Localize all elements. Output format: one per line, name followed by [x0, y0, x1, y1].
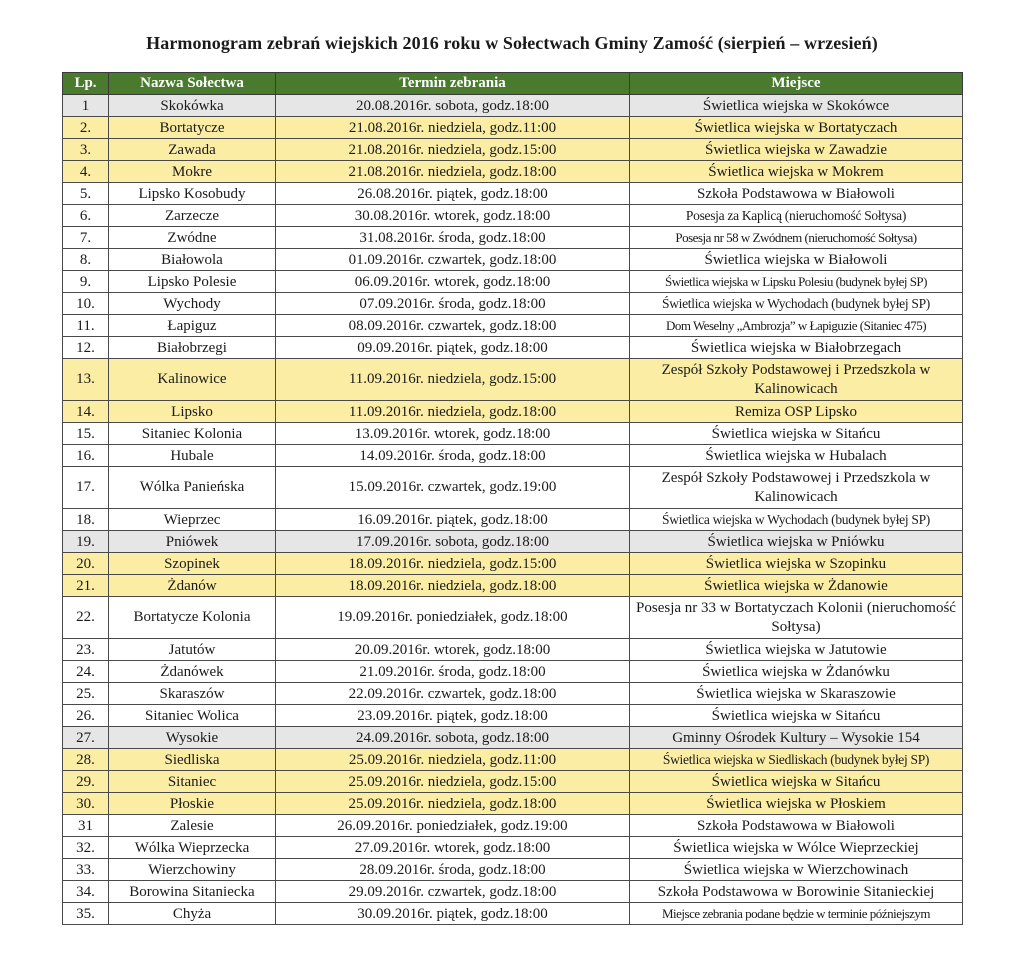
cell-name: Chyża: [109, 903, 276, 925]
cell-name: Pniówek: [109, 531, 276, 553]
document-title: Harmonogram zebrań wiejskich 2016 roku w Sołectwach Gminy Zamość (sierpień – wrzesień): [146, 33, 878, 53]
cell-place: Posesja nr 58 w Zwódnem (nieruchomość Sołtysa): [630, 227, 963, 249]
cell-place: Remiza OSP Lipsko: [630, 401, 963, 423]
cell-name: Wólka Panieńska: [109, 467, 276, 509]
cell-place: Szkoła Podstawowa w Białowoli: [630, 183, 963, 205]
cell-lp: 35.: [63, 903, 109, 925]
table-row: [63, 683, 963, 705]
cell-date: 11.09.2016r. niedziela, godz.15:00: [276, 359, 630, 401]
cell-place: Zespół Szkoły Podstawowej i Przedszkola w Kalinowicach: [630, 467, 963, 509]
cell-place: Posesja nr 33 w Bortatyczach Kolonii (nieruchomość Sołtysa): [630, 597, 963, 639]
table-row: [63, 509, 963, 531]
table-row: [63, 859, 963, 881]
cell-lp: 5.: [63, 183, 109, 205]
table-header: [63, 73, 963, 95]
table-row: [63, 575, 963, 597]
cell-place: Świetlica wiejska w Sitańcu: [630, 705, 963, 727]
cell-date: 26.09.2016r. poniedziałek, godz.19:00: [276, 815, 630, 837]
cell-date: 26.08.2016r. piątek, godz.18:00: [276, 183, 630, 205]
cell-date: 30.09.2016r. piątek, godz.18:00: [276, 903, 630, 925]
cell-name: Sitaniec Wolica: [109, 705, 276, 727]
cell-lp: 17.: [63, 467, 109, 509]
cell-name: Lipsko: [109, 401, 276, 423]
cell-name: Wieprzec: [109, 509, 276, 531]
cell-lp: 9.: [63, 271, 109, 293]
table-row: [63, 881, 963, 903]
cell-date: 20.09.2016r. wtorek, godz.18:00: [276, 639, 630, 661]
cell-name: Kalinowice: [109, 359, 276, 401]
cell-name: Bortatycze: [109, 117, 276, 139]
cell-place: Świetlica wiejska w Pniówku: [630, 531, 963, 553]
cell-name: Hubale: [109, 445, 276, 467]
cell-name: Wychody: [109, 293, 276, 315]
table-row: [63, 467, 963, 509]
cell-date: 30.08.2016r. wtorek, godz.18:00: [276, 205, 630, 227]
cell-lp: 33.: [63, 859, 109, 881]
cell-date: 27.09.2016r. wtorek, godz.18:00: [276, 837, 630, 859]
table-row: [63, 249, 963, 271]
table-row: [63, 793, 963, 815]
table-row: [63, 139, 963, 161]
cell-name: Sitaniec: [109, 771, 276, 793]
cell-name: Szopinek: [109, 553, 276, 575]
table-row: [63, 771, 963, 793]
cell-place: Świetlica wiejska w Wychodach (budynek byłej SP): [630, 293, 963, 315]
schedule-table: [62, 72, 963, 925]
table-row: [63, 815, 963, 837]
cell-lp: 32.: [63, 837, 109, 859]
cell-place: Świetlica wiejska w Białobrzegach: [630, 337, 963, 359]
table-row: [63, 117, 963, 139]
cell-date: 18.09.2016r. niedziela, godz.18:00: [276, 575, 630, 597]
cell-date: 25.09.2016r. niedziela, godz.18:00: [276, 793, 630, 815]
table-row: [63, 903, 963, 925]
cell-place: Świetlica wiejska w Siedliskach (budynek byłej SP): [630, 749, 963, 771]
table-row: [63, 597, 963, 639]
cell-place: Świetlica wiejska w Mokrem: [630, 161, 963, 183]
cell-place: Zespół Szkoły Podstawowej i Przedszkola w Kalinowicach: [630, 359, 963, 401]
cell-lp: 10.: [63, 293, 109, 315]
table-row: [63, 639, 963, 661]
cell-place: Dom Weselny „Ambrozja” w Łapiguzie (Sitaniec 475): [630, 315, 963, 337]
table-row: [63, 553, 963, 575]
cell-lp: 29.: [63, 771, 109, 793]
cell-date: 21.09.2016r. środa, godz.18:00: [276, 661, 630, 683]
cell-date: 13.09.2016r. wtorek, godz.18:00: [276, 423, 630, 445]
cell-place: Świetlica wiejska w Lipsku Polesiu (budynek byłej SP): [630, 271, 963, 293]
cell-place: Świetlica wiejska w Wychodach (budynek byłej SP): [630, 509, 963, 531]
cell-place: Szkoła Podstawowa w Borowinie Sitanieckiej: [630, 881, 963, 903]
cell-lp: 2.: [63, 117, 109, 139]
cell-name: Jatutów: [109, 639, 276, 661]
cell-name: Żdanów: [109, 575, 276, 597]
cell-lp: 7.: [63, 227, 109, 249]
cell-date: 07.09.2016r. środa, godz.18:00: [276, 293, 630, 315]
cell-place: Świetlica wiejska w Jatutowie: [630, 639, 963, 661]
table-row: [63, 293, 963, 315]
cell-date: 21.08.2016r. niedziela, godz.18:00: [276, 161, 630, 183]
cell-lp: 27.: [63, 727, 109, 749]
cell-place: Miejsce zebrania podane będzie w terminie późniejszym: [630, 903, 963, 925]
cell-date: 14.09.2016r. środa, godz.18:00: [276, 445, 630, 467]
cell-lp: 18.: [63, 509, 109, 531]
cell-name: Lipsko Polesie: [109, 271, 276, 293]
cell-lp: 14.: [63, 401, 109, 423]
cell-date: 31.08.2016r. środa, godz.18:00: [276, 227, 630, 249]
table-row: [63, 227, 963, 249]
cell-date: 28.09.2016r. środa, godz.18:00: [276, 859, 630, 881]
cell-lp: 4.: [63, 161, 109, 183]
cell-date: 17.09.2016r. sobota, godz.18:00: [276, 531, 630, 553]
cell-lp: 3.: [63, 139, 109, 161]
cell-name: Skokówka: [109, 95, 276, 117]
column-header-place: Miejsce: [630, 73, 963, 95]
cell-lp: 16.: [63, 445, 109, 467]
cell-name: Białobrzegi: [109, 337, 276, 359]
cell-name: Łapiguz: [109, 315, 276, 337]
cell-lp: 13.: [63, 359, 109, 401]
cell-name: Borowina Sitaniecka: [109, 881, 276, 903]
cell-name: Skaraszów: [109, 683, 276, 705]
cell-name: Wierzchowiny: [109, 859, 276, 881]
cell-date: 01.09.2016r. czwartek, godz.18:00: [276, 249, 630, 271]
cell-date: 16.09.2016r. piątek, godz.18:00: [276, 509, 630, 531]
cell-place: Szkoła Podstawowa w Białowoli: [630, 815, 963, 837]
cell-name: Zwódne: [109, 227, 276, 249]
cell-name: Wólka Wieprzecka: [109, 837, 276, 859]
cell-name: Siedliska: [109, 749, 276, 771]
column-header-date: Termin zebrania: [276, 73, 630, 95]
cell-lp: 21.: [63, 575, 109, 597]
table-row: [63, 661, 963, 683]
cell-lp: 34.: [63, 881, 109, 903]
cell-date: 20.08.2016r. sobota, godz.18:00: [276, 95, 630, 117]
cell-place: Świetlica wiejska w Sitańcu: [630, 771, 963, 793]
cell-date: 25.09.2016r. niedziela, godz.15:00: [276, 771, 630, 793]
cell-name: Lipsko Kosobudy: [109, 183, 276, 205]
cell-lp: 31: [63, 815, 109, 837]
cell-name: Żdanówek: [109, 661, 276, 683]
cell-date: 23.09.2016r. piątek, godz.18:00: [276, 705, 630, 727]
table-row: [63, 183, 963, 205]
cell-name: Bortatycze Kolonia: [109, 597, 276, 639]
cell-date: 18.09.2016r. niedziela, godz.15:00: [276, 553, 630, 575]
cell-lp: 1: [63, 95, 109, 117]
cell-date: 06.09.2016r. wtorek, godz.18:00: [276, 271, 630, 293]
table-row: [63, 271, 963, 293]
table-row: [63, 705, 963, 727]
cell-lp: 25.: [63, 683, 109, 705]
cell-place: Świetlica wiejska w Płoskiem: [630, 793, 963, 815]
cell-date: 19.09.2016r. poniedziałek, godz.18:00: [276, 597, 630, 639]
cell-lp: 12.: [63, 337, 109, 359]
cell-place: Gminny Ośrodek Kultury – Wysokie 154: [630, 727, 963, 749]
cell-lp: 8.: [63, 249, 109, 271]
table-row: [63, 531, 963, 553]
cell-date: 25.09.2016r. niedziela, godz.11:00: [276, 749, 630, 771]
cell-lp: 19.: [63, 531, 109, 553]
cell-date: 22.09.2016r. czwartek, godz.18:00: [276, 683, 630, 705]
cell-place: Świetlica wiejska w Białowoli: [630, 249, 963, 271]
cell-name: Zawada: [109, 139, 276, 161]
cell-lp: 30.: [63, 793, 109, 815]
cell-date: 29.09.2016r. czwartek, godz.18:00: [276, 881, 630, 903]
table-row: [63, 161, 963, 183]
table-row: [63, 401, 963, 423]
table-row: [63, 95, 963, 117]
cell-lp: 23.: [63, 639, 109, 661]
cell-place: Świetlica wiejska w Szopinku: [630, 553, 963, 575]
column-header-name: Nazwa Sołectwa: [109, 73, 276, 95]
cell-date: 21.08.2016r. niedziela, godz.15:00: [276, 139, 630, 161]
table-row: [63, 727, 963, 749]
cell-date: 08.09.2016r. czwartek, godz.18:00: [276, 315, 630, 337]
table-body: [63, 95, 963, 925]
cell-name: Zarzecze: [109, 205, 276, 227]
cell-lp: 6.: [63, 205, 109, 227]
cell-place: Świetlica wiejska w Żdanówku: [630, 661, 963, 683]
cell-name: Mokre: [109, 161, 276, 183]
cell-date: 24.09.2016r. sobota, godz.18:00: [276, 727, 630, 749]
table-row: [63, 837, 963, 859]
table-row: [63, 423, 963, 445]
table-row: [63, 315, 963, 337]
cell-lp: 26.: [63, 705, 109, 727]
cell-name: Płoskie: [109, 793, 276, 815]
cell-date: 15.09.2016r. czwartek, godz.19:00: [276, 467, 630, 509]
cell-place: Świetlica wiejska w Sitańcu: [630, 423, 963, 445]
cell-place: Świetlica wiejska w Zawadzie: [630, 139, 963, 161]
table-row: [63, 337, 963, 359]
cell-lp: 11.: [63, 315, 109, 337]
cell-place: Posesja za Kaplicą (nieruchomość Sołtysa): [630, 205, 963, 227]
cell-lp: 15.: [63, 423, 109, 445]
cell-date: 11.09.2016r. niedziela, godz.18:00: [276, 401, 630, 423]
cell-date: 09.09.2016r. piątek, godz.18:00: [276, 337, 630, 359]
cell-name: Zalesie: [109, 815, 276, 837]
cell-lp: 28.: [63, 749, 109, 771]
cell-lp: 24.: [63, 661, 109, 683]
cell-date: 21.08.2016r. niedziela, godz.11:00: [276, 117, 630, 139]
table-row: [63, 445, 963, 467]
cell-place: Świetlica wiejska w Hubalach: [630, 445, 963, 467]
table-row: [63, 359, 963, 401]
cell-place: Świetlica wiejska w Żdanowie: [630, 575, 963, 597]
cell-name: Białowola: [109, 249, 276, 271]
cell-place: Świetlica wiejska w Skokówce: [630, 95, 963, 117]
cell-place: Świetlica wiejska w Wólce Wieprzeckiej: [630, 837, 963, 859]
cell-name: Wysokie: [109, 727, 276, 749]
table-row: [63, 749, 963, 771]
cell-lp: 20.: [63, 553, 109, 575]
cell-place: Świetlica wiejska w Skaraszowie: [630, 683, 963, 705]
cell-lp: 22.: [63, 597, 109, 639]
cell-place: Świetlica wiejska w Wierzchowinach: [630, 859, 963, 881]
table-row: [63, 205, 963, 227]
cell-name: Sitaniec Kolonia: [109, 423, 276, 445]
column-header-lp: Lp.: [63, 73, 109, 95]
cell-place: Świetlica wiejska w Bortatyczach: [630, 117, 963, 139]
